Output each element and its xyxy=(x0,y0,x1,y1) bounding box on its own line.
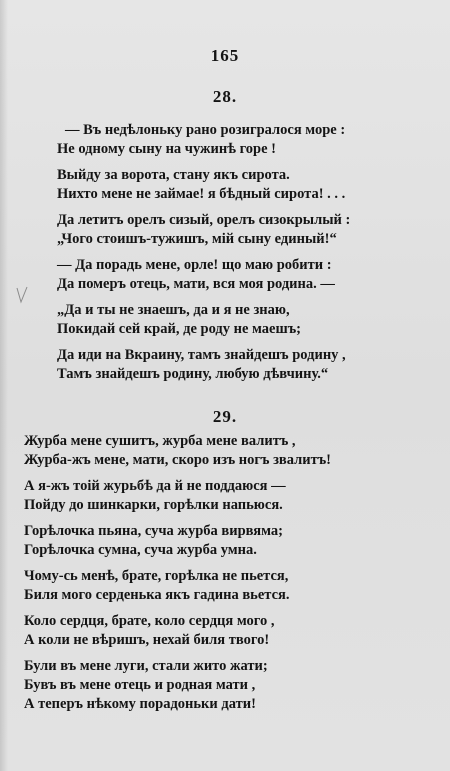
verse-line: А я-жъ тоій журьбѣ да й не поддаюся — xyxy=(24,478,286,494)
verse-line: Нихто мене не займае! я бѣдный сирота! . . . xyxy=(57,186,346,202)
stanza xyxy=(0,657,450,714)
stanza xyxy=(0,211,450,249)
verse-line: Выйду за ворота, стану якъ сирота. xyxy=(57,167,290,183)
verse-line: Да летитъ орелъ сизый, орелъ сизокрылый : xyxy=(57,212,351,228)
verse-line: А теперъ нѣкому порадоньки дати! xyxy=(24,696,256,712)
stanza xyxy=(0,432,450,470)
verse-line: Да померъ отець, мати, вся моя родина. — xyxy=(57,276,335,292)
verse-line: — Да порадь мене, орле! що маю робити : xyxy=(57,257,332,273)
verse-line: Були въ мене луги, стали жито жати; xyxy=(24,658,268,674)
verse-line: Не одному сыну на чужинѣ горе ! xyxy=(57,141,277,157)
verse-line: А коли не вѣришъ, нехай биля твого! xyxy=(24,632,270,648)
stanza xyxy=(0,301,450,339)
verse-line: Да иди на Вкраину, тамъ знайдешъ родину , xyxy=(57,347,346,363)
verse-line: Чому-сь менѣ, брате, горѣлка не пьется, xyxy=(24,568,289,584)
stanza xyxy=(0,166,450,204)
poem-body xyxy=(0,121,450,391)
verse-line: Бувъ въ мене отець и родная мати , xyxy=(24,677,256,693)
verse-line: Пойду до шинкарки, горѣлки напьюся. xyxy=(24,497,283,513)
page-number: 165 xyxy=(210,46,240,65)
poem-number: 29. xyxy=(212,407,238,426)
stanza xyxy=(0,256,450,294)
verse-line: „Да и ты не знаешъ, да и я не знаю, xyxy=(57,302,290,318)
verse-line: Коло сердця, брате, коло сердця мого , xyxy=(24,613,275,629)
stanza xyxy=(0,346,450,384)
verse-line: — Въ недѣлоньку рано розигралося море : xyxy=(65,122,346,138)
verse-line: Журба-жъ мене, мати, скоро изъ ногъ звалитъ! xyxy=(24,452,332,468)
verse-line: Покидай сей край, де роду не маешъ; xyxy=(57,321,302,337)
verse-line: Горѣлочка сумна, суча журба умна. xyxy=(24,542,257,558)
stanza xyxy=(0,477,450,515)
verse-line: Биля мого серденька якъ гадина вьется. xyxy=(24,587,290,603)
poem-body xyxy=(0,432,450,721)
stanza xyxy=(0,121,450,159)
verse-line: Горѣлочка пьяна, суча журба вирвяма; xyxy=(24,523,283,539)
stanza xyxy=(0,567,450,605)
stanza xyxy=(0,612,450,650)
stanza xyxy=(0,522,450,560)
verse-line: Тамъ знайдешъ родину, любую дѣвчину.“ xyxy=(57,366,329,382)
verse-line: Журба мене сушитъ, журба мене валитъ , xyxy=(24,433,296,449)
pencil-check-mark-icon xyxy=(16,286,28,304)
poem-number: 28. xyxy=(212,87,238,106)
verse-line: „Чого стоишъ-тужишъ, мій сыну единый!“ xyxy=(57,231,337,247)
